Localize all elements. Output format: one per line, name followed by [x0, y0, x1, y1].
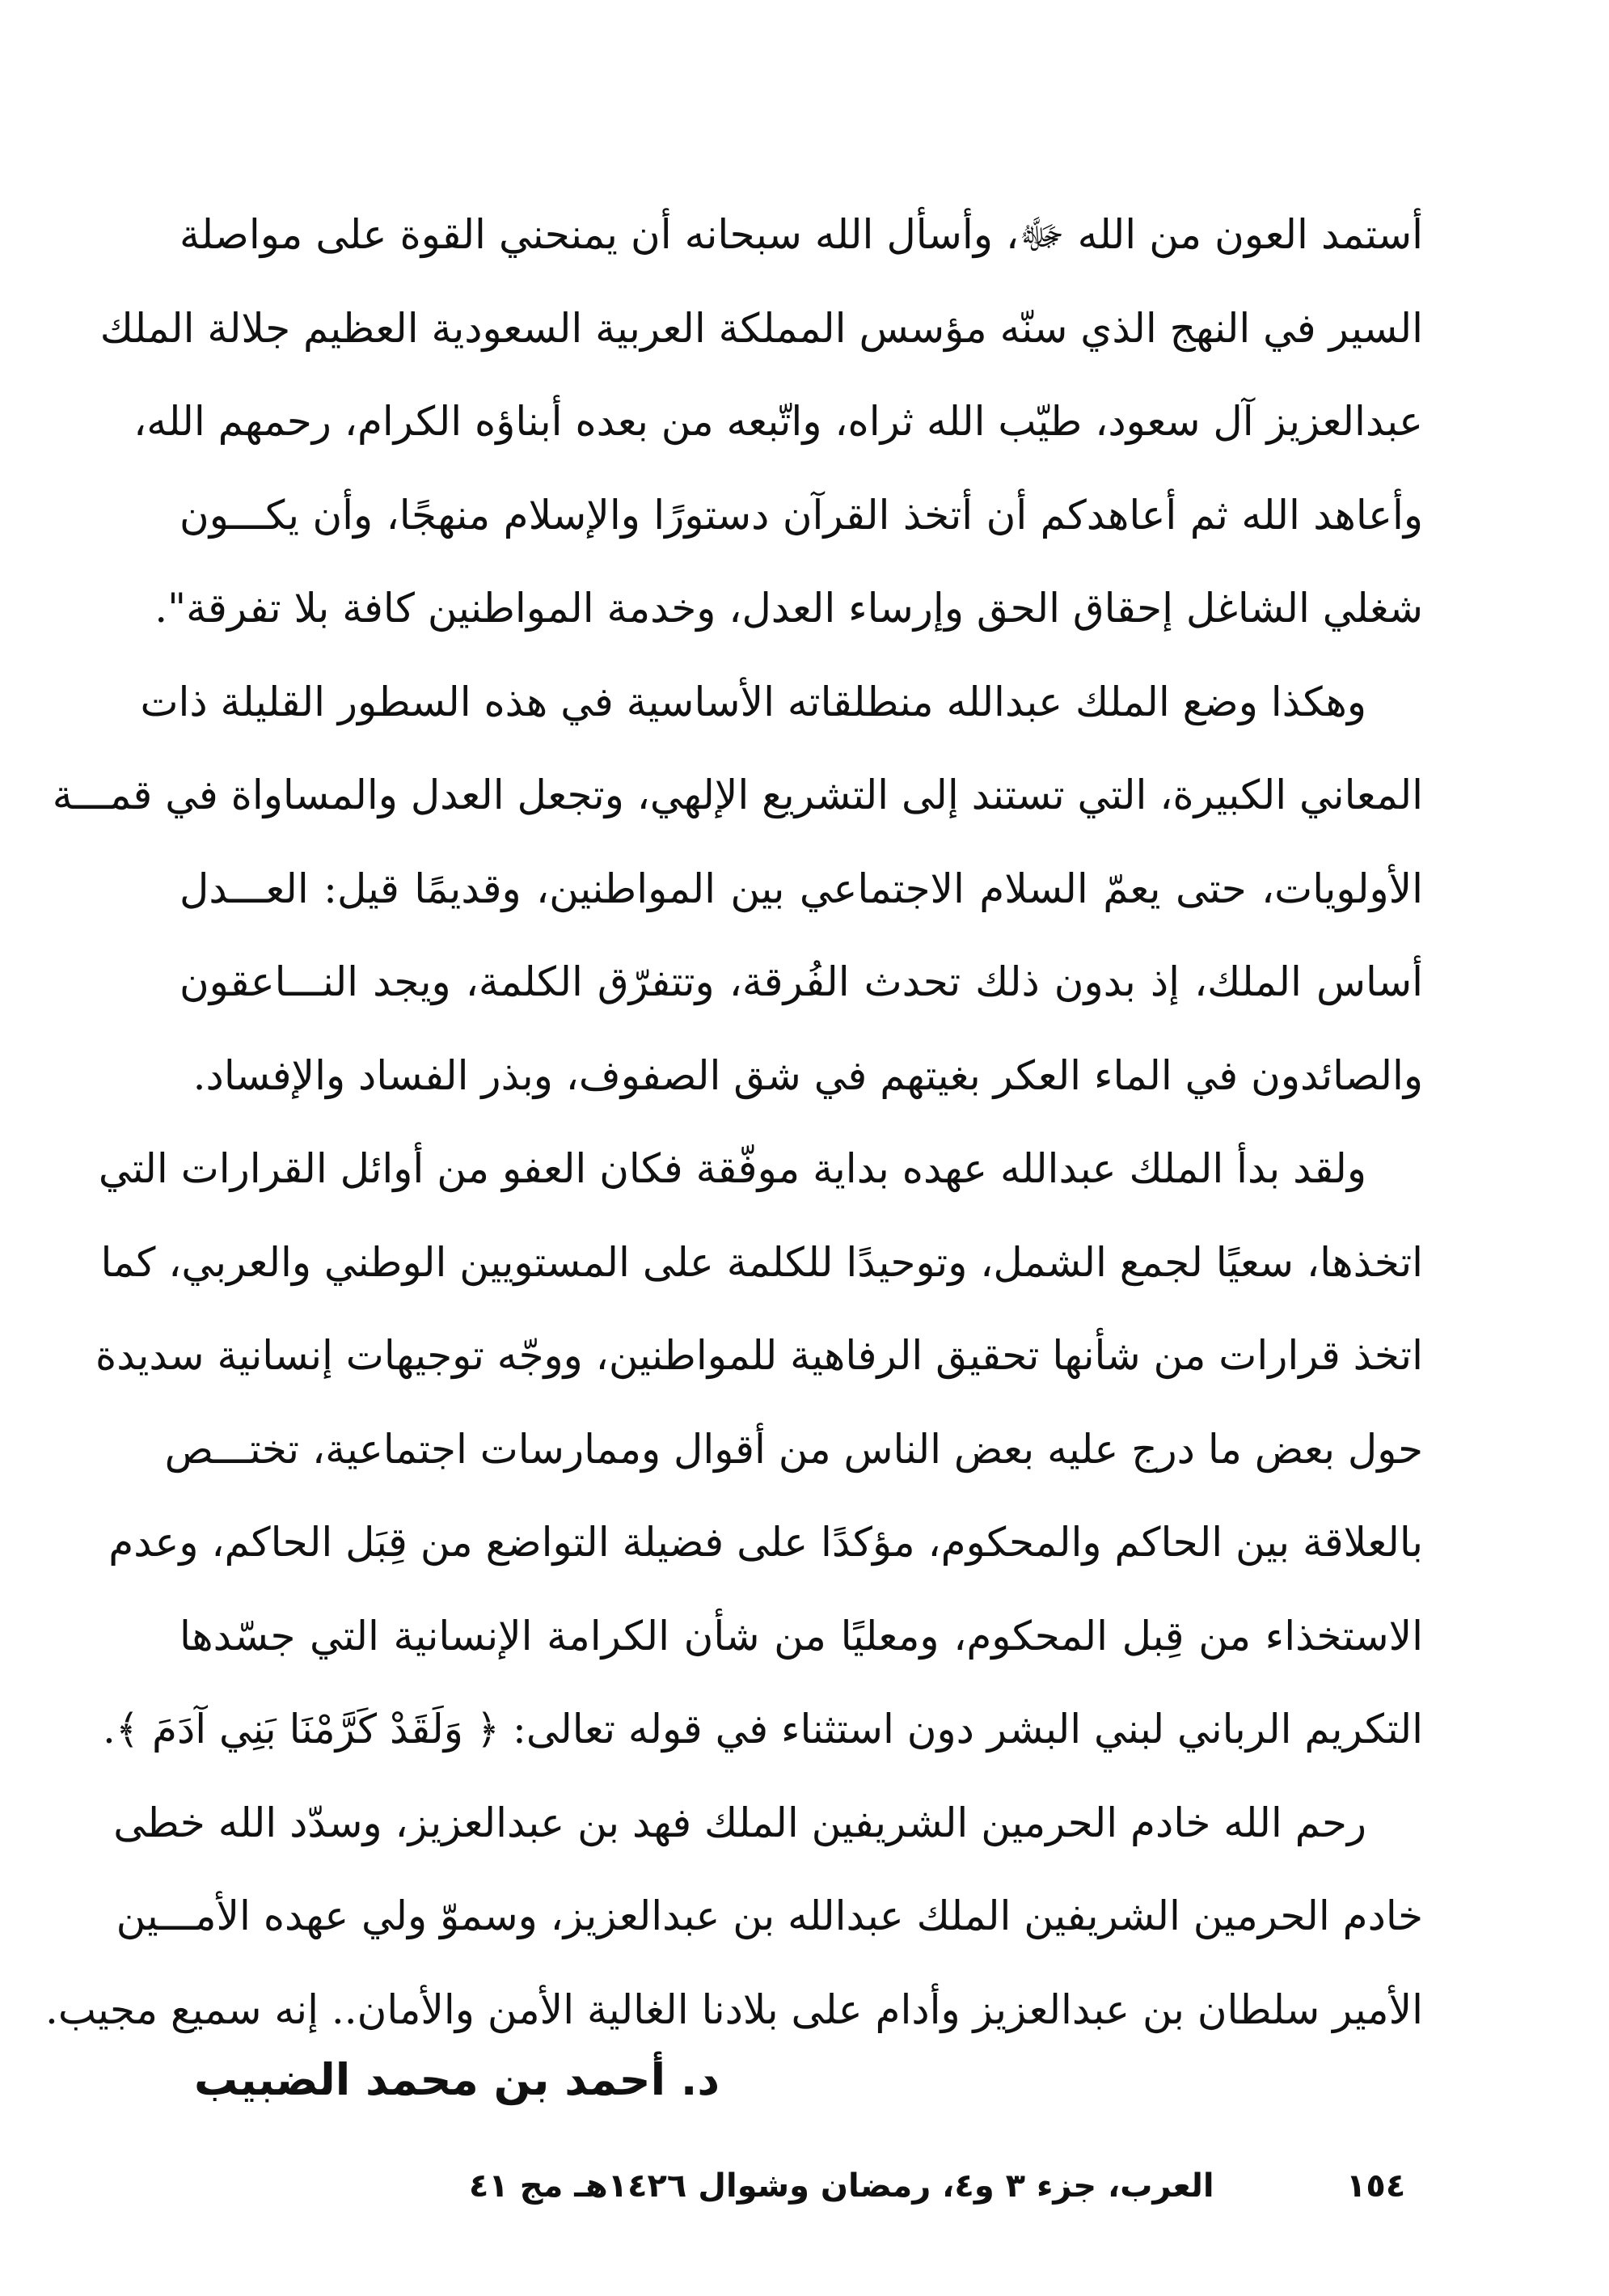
text-line: الأمير سلطان بن عبدالعزيز وأدام على بلادنا الغالية الأمن والأمان.. إنه سميع مجيب.: [44, 1985, 1423, 2033]
text-line: عبدالعزيز آل سعود، طيّب الله ثراه، واتّبعه من بعده أبناؤه الكرام، رحمهم الله،: [133, 398, 1423, 445]
text-line: شغلي الشاغل إحقاق الحق وإرساء العدل، وخدمة المواطنين كافة بلا تفرقة".: [154, 585, 1423, 632]
text-line: وأعاهد الله ثم أعاهدكم أن أتخذ القرآن دستورًا والإسلام منهجًا، وأن يكـــون: [179, 491, 1423, 539]
text-line: وهكذا وضع الملك عبدالله منطلقاته الأساسية في هذه السطور القليلة ذات: [140, 678, 1366, 725]
text-line: المعاني الكبيرة، التي تستند إلى التشريع الإلهي، وتجعل العدل والمساواة في قمـــة: [52, 772, 1423, 818]
journal-footer: العرب، جزء ٣ و٤، رمضان وشوال ١٤٢٦هـ مج ٤١: [469, 2167, 1214, 2205]
text-line: خادم الحرمين الشريفين الملك عبدالله بن عبدالعزيز، وسموّ ولي عهده الأمـــين: [116, 1892, 1423, 1939]
text-line: أستمد العون من الله ﷻ، وأسأل الله سبحانه أن يمنحني القوة على مواصلة: [179, 211, 1423, 258]
text-line: الأولويات، حتى يعمّ السلام الاجتماعي بين المواطنين، وقديمًا قيل: العـــدل: [179, 865, 1423, 912]
text-line: أساس الملك، إذ بدون ذلك تحدث الفُرقة، وتتفرّق الكلمة، ويجد النـــاعقون: [179, 958, 1423, 1005]
text-line: التكريم الرباني لبني البشر دون استثناء في قوله تعالى: ﴿ وَلَقَدْ كَرَّمْنَا بَنِي آدَمَ ﴾.: [102, 1706, 1423, 1753]
text-line: بالعلاقة بين الحاكم والمحكوم، مؤكدًا على فضيلة التواضع من قِبَل الحاكم، وعدم: [108, 1519, 1423, 1566]
author-signature: د. أحمد بن محمد الضبيب: [194, 2054, 720, 2105]
text-line: الاستخذاء من قِبل المحكوم، ومعليًا من شأن الكرامة الإنسانية التي جسّدها: [179, 1612, 1423, 1660]
text-line: اتخذها، سعيًا لجمع الشمل، وتوحيدًا للكلمة على المستويين الوطني والعربي، كما: [100, 1238, 1423, 1286]
text-line: اتخذ قرارات من شأنها تحقيق الرفاهية للمواطنين، ووجّه توجيهات إنسانية سديدة: [95, 1332, 1423, 1379]
text-line: السير في النهج الذي سنّه مؤسس المملكة العربية السعودية العظيم جلالة الملك: [99, 304, 1423, 352]
page-number: ١٥٤: [1346, 2167, 1406, 2205]
text-line: والصائدون في الماء العكر بغيتهم في شق الصفوف، وبذر الفساد والإفساد.: [192, 1051, 1423, 1099]
text-line: ولقد بدأ الملك عبدالله عهده بداية موفّقة فكان العفو من أوائل القرارات التي: [98, 1145, 1366, 1192]
text-line: رحم الله خادم الحرمين الشريفين الملك فهد بن عبدالعزيز، وسدّد الله خطى: [113, 1799, 1366, 1846]
text-line: حول بعض ما درج عليه بعض الناس من أقوال وممارسات اجتماعية، تختـــص: [164, 1425, 1423, 1473]
